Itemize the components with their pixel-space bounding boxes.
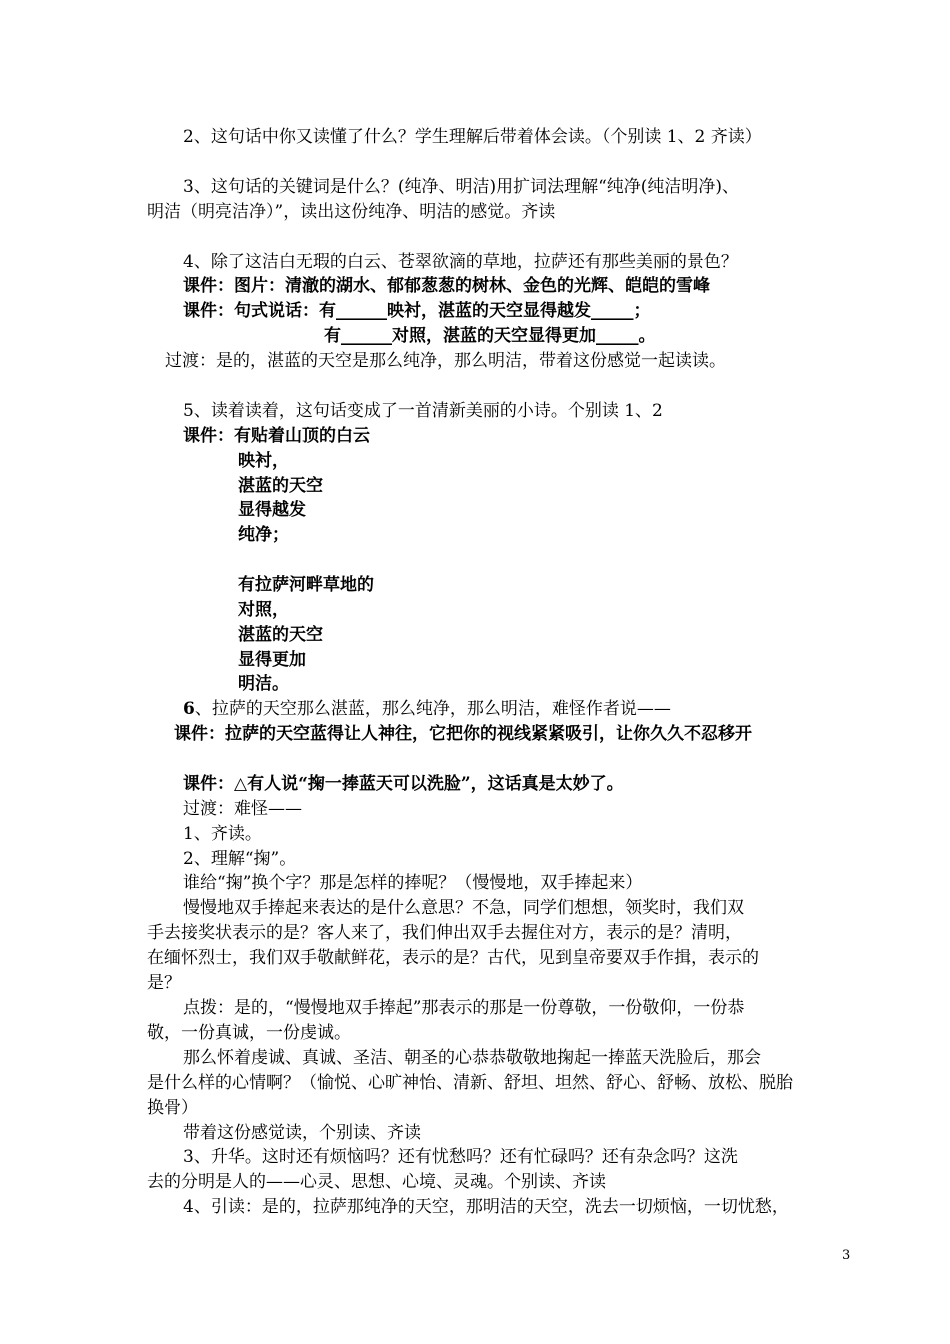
text-line: 显得越发 <box>238 500 306 520</box>
text-line: 手去接奖状表示的是？客人来了，我们伸出双手去握住对方，表示的是？清明， <box>147 923 742 943</box>
text-line: 过渡：是的，湛蓝的天空是那么纯净，那么明洁，带着这份感觉一起读读。 <box>165 351 726 371</box>
text-line: 慢慢地双手捧起来表达的是什么意思？不急，同学们想想，领奖时，我们双 <box>183 898 744 918</box>
text-line: 课件：拉萨的天空蓝得让人神往，它把你的视线紧紧吸引，让你久久不忍移开 <box>174 724 752 744</box>
list-number: 6 <box>183 699 195 719</box>
text-line: 映衬， <box>238 451 289 471</box>
text-line <box>183 697 671 721</box>
text-line: 4、除了这洁白无瑕的白云、苍翠欲滴的草地，拉萨还有那些美丽的景色？ <box>183 252 738 272</box>
text-line: 在缅怀烈士，我们双手敬献鲜花，表示的是？古代，见到皇帝要双手作揖，表示的 <box>147 948 759 968</box>
text-line: 课件：有贴着山顶的白云 <box>183 426 370 446</box>
text-line: 对照， <box>238 600 289 620</box>
text-line: 5、读着读着，这句话变成了一首清新美丽的小诗。个别读 1、2 <box>183 401 663 421</box>
text-line: 敬，一份真诚，一份虔诚。 <box>147 1023 351 1043</box>
text-line: 课件：△有人说“掬一捧蓝天可以洗脸”，这话真是太妙了。 <box>183 774 624 794</box>
text-line: 那么怀着虔诚、真诚、圣洁、朝圣的心恭恭敬敬地掬起一捧蓝天洗脸后，那会 <box>183 1048 761 1068</box>
text-line: 有拉萨河畔草地的 <box>238 575 374 595</box>
line-text: 、拉萨的天空那么湛蓝，那么纯净，那么明洁，难怪作者说—— <box>194 699 671 719</box>
text-line: 过渡：难怪—— <box>183 799 302 819</box>
text-line: 显得更加 <box>238 650 306 670</box>
text-line: 带着这份感觉读，个别读、齐读 <box>183 1123 421 1143</box>
text-line: 课件：句式说话：有______映衬，湛蓝的天空显得越发_____； <box>183 301 651 321</box>
text-line: 明洁。 <box>238 674 289 694</box>
text-line: 3、升华。这时还有烦恼吗？还有忧愁吗？还有忙碌吗？还有杂念吗？这洗 <box>183 1147 738 1167</box>
text-line: 去的分明是人的——心灵、思想、心境、灵魂。个别读、齐读 <box>147 1172 606 1192</box>
text-line: 谁给“掬”换个字？那是怎样的捧呢？（慢慢地，双手捧起来） <box>183 873 643 893</box>
text-line: 是什么样的心情啊？（愉悦、心旷神怡、清新、舒坦、坦然、舒心、舒畅、放松、脱胎 <box>147 1073 793 1093</box>
text-line: 2、理解“掬”。 <box>183 849 297 869</box>
text-line: 湛蓝的天空 <box>238 625 323 645</box>
text-line: 纯净； <box>238 525 289 545</box>
text-line: 课件：图片：清澈的湖水、郁郁葱葱的树林、金色的光辉、皑皑的雪峰 <box>183 276 710 296</box>
text-line: 明洁（明亮洁净）”，读出这份纯净、明洁的感觉。齐读 <box>147 202 556 222</box>
text-line: 是？ <box>147 973 181 993</box>
text-line: 有______对照，湛蓝的天空显得更加_____。 <box>324 326 656 346</box>
text-line: 1、齐读。 <box>183 824 262 844</box>
text-line: 点拨：是的，“慢慢地双手捧起”那表示的那是一份尊敬，一份敬仰，一份恭 <box>183 998 745 1018</box>
text-line: 3、这句话的关键词是什么？(纯净、明洁)用扩词法理解“纯净(纯洁明净)、 <box>183 177 740 197</box>
text-line: 湛蓝的天空 <box>238 476 323 496</box>
text-line: 换骨） <box>147 1098 198 1118</box>
text-line: 4、引读：是的，拉萨那纯净的天空，那明洁的天空，洗去一切烦恼，一切忧愁， <box>183 1197 789 1217</box>
page-number: 3 <box>842 1248 851 1263</box>
text-line: 2、这句话中你又读懂了什么？学生理解后带着体会读。（个别读 1、2 齐读） <box>183 127 762 147</box>
